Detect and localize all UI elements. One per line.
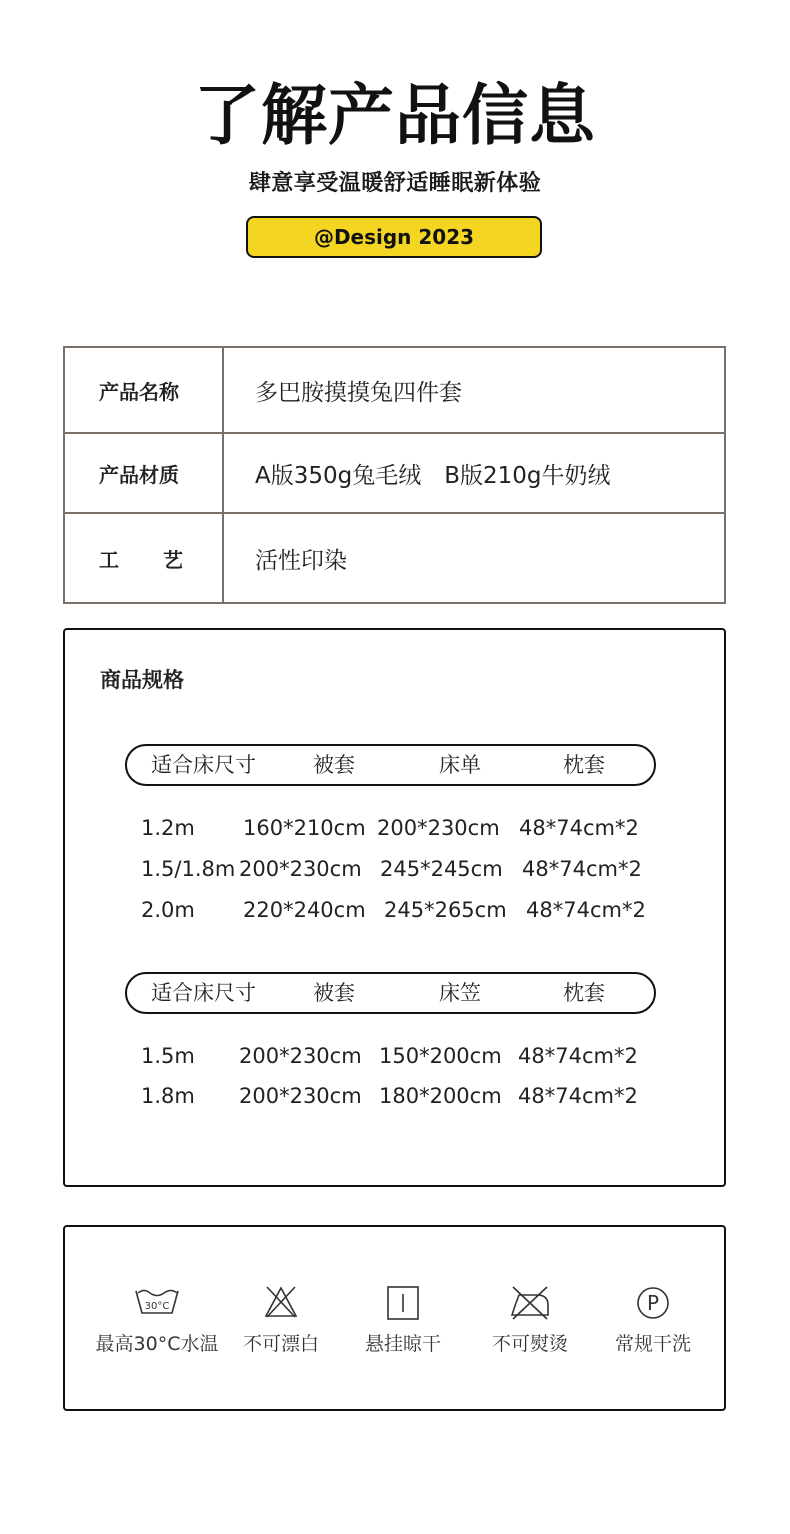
header-sheet: 床单 [439,753,481,777]
page-title: 了解产品信息 [194,77,596,154]
header-pillowcase: 枕套 [563,753,605,777]
cell-sheet: 245*245cm [380,857,503,881]
row-label: 工艺 [99,547,227,572]
cell-pillowcase: 48*74cm*2 [519,816,639,840]
cell-pillowcase: 48*74cm*2 [526,898,646,922]
care-label: 最高30°C水温 [95,1333,219,1355]
cell-size: 1.2m [141,816,195,840]
cell-pillowcase: 48*74cm*2 [522,857,642,881]
wash-temp-label: 30°C [144,1301,170,1312]
cell-fitted-sheet: 150*200cm [379,1044,502,1068]
header-bed-size: 适合床尺寸 [151,753,256,777]
spec-box [63,628,726,1187]
cell-pillowcase: 48*74cm*2 [518,1084,638,1108]
cell-pillowcase: 48*74cm*2 [518,1044,638,1068]
header-duvet: 被套 [313,981,355,1005]
page-subtitle: 肆意享受温暖舒适睡眠新体验 [248,171,542,196]
cell-duvet: 200*230cm [239,857,362,881]
row-value: 活性印染 [255,547,347,574]
dry-clean-p-icon [635,1285,671,1321]
header-bed-size: 适合床尺寸 [151,981,256,1005]
cell-sheet: 200*230cm [377,816,500,840]
table-row [65,348,724,434]
care-item [583,1227,723,1409]
row-value: A版350g兔毛绒 B版210g牛奶绒 [255,462,611,489]
wash-30c-icon [134,1285,180,1317]
header-duvet: 被套 [313,753,355,777]
care-item [87,1227,227,1409]
care-instructions-box [63,1225,726,1411]
cell-size: 1.5/1.8m [141,857,236,881]
dry-clean-letter: P [646,1291,660,1315]
design-badge [246,216,542,258]
badge-label: @Design 2023 [313,225,475,249]
table-row [65,434,724,514]
cell-duvet: 160*210cm [243,816,366,840]
table-row [65,514,724,602]
product-info-table [63,346,726,604]
care-label: 悬挂晾干 [364,1333,441,1355]
care-label: 不可熨烫 [491,1333,568,1355]
cell-fitted-sheet: 180*200cm [379,1084,502,1108]
care-item [460,1227,600,1409]
row-value: 多巴胺摸摸兔四件套 [255,379,462,406]
spec-title: 商品规格 [100,668,184,692]
cell-duvet: 220*240cm [243,898,366,922]
care-label: 不可漂白 [242,1333,319,1355]
cell-duvet: 200*230cm [239,1044,362,1068]
row-label: 产品名称 [99,379,179,404]
spec-table-header [125,972,656,1014]
cell-size: 1.5m [141,1044,195,1068]
no-bleach-icon [263,1285,299,1319]
row-label: 产品材质 [99,462,179,487]
care-item [333,1227,473,1409]
care-label: 常规干洗 [614,1333,691,1355]
header-pillowcase: 枕套 [563,981,605,1005]
cell-duvet: 200*230cm [239,1084,362,1108]
no-iron-icon [509,1285,551,1321]
cell-sheet: 245*265cm [384,898,507,922]
cell-size: 1.8m [141,1084,195,1108]
hang-dry-icon [386,1285,420,1321]
cell-size: 2.0m [141,898,195,922]
care-item [211,1227,351,1409]
spec-table-header [125,744,656,786]
header-fitted-sheet: 床笠 [439,981,481,1005]
